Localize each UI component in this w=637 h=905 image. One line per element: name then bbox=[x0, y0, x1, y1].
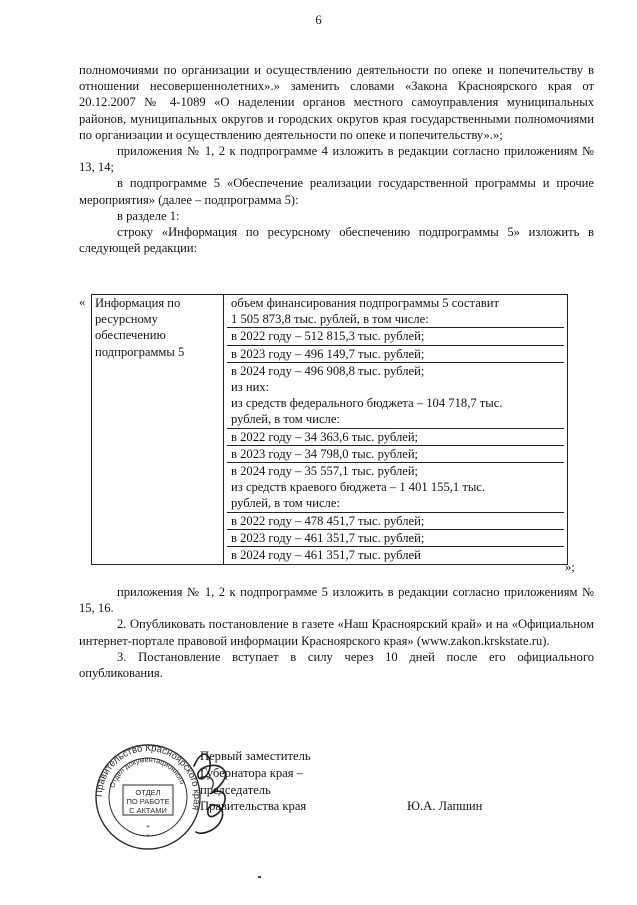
funding-line: из средств федерального бюджета – 104 718,7 тыс. bbox=[231, 396, 503, 411]
table-row bbox=[92, 295, 568, 565]
scan-dot bbox=[258, 876, 261, 878]
paragraph-subprogram-5: в подпрограмме 5 «Обеспечение реализации государственной программы и прочие мероприятия» (далее – подпрограмма 5): bbox=[79, 176, 594, 207]
funding-line: в 2023 году – 34 798,0 тыс. рублей; bbox=[227, 446, 564, 463]
page-number: 6 bbox=[315, 13, 322, 27]
resource-table bbox=[91, 294, 568, 565]
paragraph-continuation: полномочиями по организации и осуществлению деятельности по опеке и попечительству в отношении несовершеннолетних».» заменить словами «Закона Красноярского края от 20.12.2007 № 4-1089 «О наделении органов местного самоуправления муниципальных районов, муниципальных округов и городских округов края государственными полномочиями по организации и осуществлению деятельности по опеке и попечительству».»; bbox=[79, 63, 594, 142]
stamp-center-line-1: ОТДЕЛ bbox=[135, 788, 161, 797]
funding-line: из средств краевого бюджета – 1 401 155,1 тыс. bbox=[231, 480, 486, 495]
funding-line: 1 505 873,8 тыс. рублей, в том числе: bbox=[227, 311, 564, 328]
body-text-top bbox=[79, 62, 594, 256]
stamp-outer-text: Правительство Красноярского края bbox=[93, 742, 203, 812]
funding-line: в 2022 году – 34 363,6 тыс. рублей; bbox=[227, 429, 564, 446]
signatory-position-line: председатель bbox=[200, 782, 271, 797]
paragraph-effective-date: 3. Постановление вступает в силу через 10 дней после его официального опубликования. bbox=[79, 649, 594, 681]
signatory-position-line: Губернатора края – bbox=[200, 765, 303, 780]
funding-line: в 2022 году – 478 451,7 тыс. рублей; bbox=[227, 513, 564, 530]
stamp-center-line-2: ПО РАБОТЕ bbox=[126, 797, 170, 806]
body-text-bottom bbox=[79, 584, 594, 681]
funding-line: объем финансирования подпрограммы 5 составит bbox=[231, 296, 499, 310]
signatory-position-line: Правительства края bbox=[200, 799, 307, 814]
funding-lines bbox=[227, 295, 564, 563]
close-quote: »; bbox=[565, 559, 575, 574]
funding-line: в 2023 году – 496 149,7 тыс. рублей; bbox=[227, 346, 564, 363]
stamp-center-line-3: С АКТАМИ bbox=[129, 806, 167, 815]
signatory-name: Ю.А. Лапшин bbox=[407, 799, 483, 813]
stamp-inner-text: Отдел документационного bbox=[107, 754, 188, 789]
open-quote: « bbox=[79, 295, 86, 309]
funding-line: в 2024 году – 461 351,7 тыс. рублей bbox=[231, 548, 421, 563]
resource-table-insert bbox=[79, 294, 594, 578]
funding-line: в 2024 году – 35 557,1 тыс. рублей; bbox=[231, 464, 419, 479]
paragraph-appendix-subprogram-5: приложения № 1, 2 к подпрограмме 5 изложить в редакции согласно приложениям № 15, 16. bbox=[79, 585, 594, 616]
stamp-star: * bbox=[146, 833, 150, 841]
table-header-text: Информация по ресурсному обеспечению подпрограммы 5 bbox=[95, 296, 185, 359]
funding-line: рублей, в том числе: bbox=[227, 411, 564, 428]
funding-line: рублей, в том числе: bbox=[227, 495, 564, 512]
table-value-cell bbox=[224, 295, 568, 565]
funding-line: в 2022 году – 512 815,3 тыс. рублей; bbox=[227, 328, 564, 345]
paragraph-appendix-subprogram-4: приложения № 1, 2 к подпрограмме 4 изложить в редакции согласно приложениям № 13, 14; bbox=[79, 144, 594, 175]
funding-line: в 2024 году – 496 908,8 тыс. рублей; bbox=[231, 363, 425, 378]
paragraph-resource-row: строку «Информация по ресурсному обеспечению подпрограммы 5» изложить в следующей редакции: bbox=[79, 225, 594, 256]
funding-line: из них: bbox=[231, 380, 270, 395]
paragraph-publish: 2. Опубликовать постановление в газете «Наш Красноярский край» и на «Официальном интернет-портале правовой информации Красноярского края» (www.zakon.krskstate.ru). bbox=[79, 617, 594, 648]
paragraph-section-1: в разделе 1: bbox=[117, 208, 180, 223]
funding-line: в 2023 году – 461 351,7 тыс. рублей; bbox=[227, 530, 564, 547]
table-header-cell bbox=[92, 295, 224, 565]
signatory-position bbox=[200, 748, 311, 815]
stamp-star: * bbox=[146, 824, 150, 832]
signatory-position-line: Первый заместитель bbox=[200, 749, 311, 763]
